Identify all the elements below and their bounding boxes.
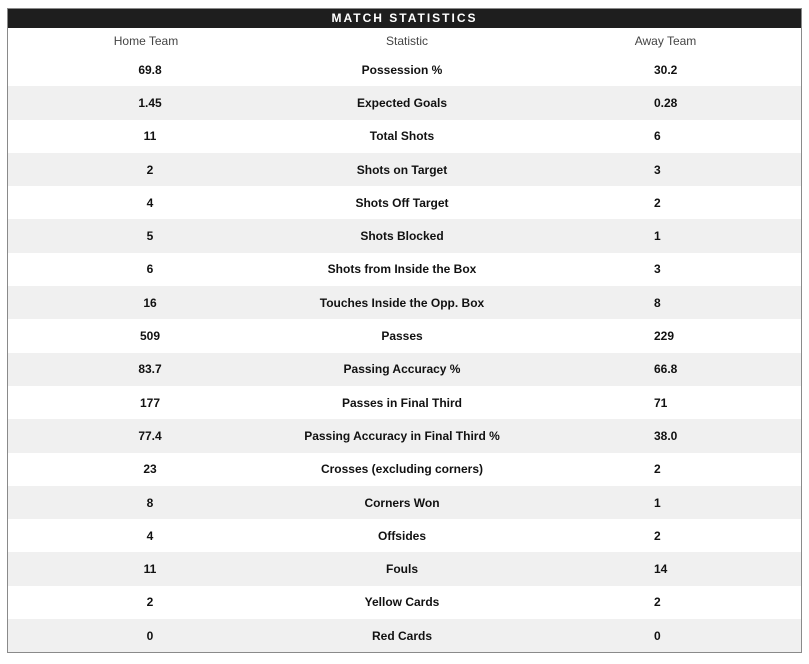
table-title: MATCH STATISTICS [8,9,801,28]
home-value: 177 [139,395,161,410]
home-value: 2 [146,162,154,177]
table-row [8,319,801,352]
statistic-label: Passing Accuracy % [343,362,461,377]
table-row [8,253,801,286]
away-value: 66.8 [654,362,678,377]
statistic-label: Passes [381,329,423,344]
away-value: 229 [654,329,675,344]
away-value: 14 [654,562,668,577]
statistic-label: Yellow Cards [364,595,440,610]
away-value: 1 [654,229,661,244]
away-value: 71 [654,395,668,410]
table-row [8,619,801,652]
table-row [8,353,801,386]
away-value: 0.28 [654,95,678,110]
away-value: 1 [654,495,661,510]
table-row [8,219,801,252]
home-value: 6 [146,262,154,277]
table-row [8,453,801,486]
away-value: 2 [654,195,661,210]
home-value: 16 [143,295,157,310]
header-away-team: Away Team [634,33,697,48]
away-value: 8 [654,295,661,310]
home-value: 4 [146,528,154,543]
table-row [8,519,801,552]
stat-rows [8,53,801,652]
column-headers [8,28,801,53]
match-statistics-table [7,8,802,653]
home-value: 5 [146,229,154,244]
table-row [8,53,801,86]
statistic-label: Crosses (excluding corners) [320,462,484,477]
home-value: 11 [143,562,157,577]
header-home-team: Home Team [113,33,179,48]
statistic-label: Shots on Target [356,162,448,177]
statistic-label: Passes in Final Third [341,395,463,410]
home-value: 8 [146,495,154,510]
away-value: 2 [654,462,661,477]
table-row [8,186,801,219]
statistic-label: Offsides [377,528,426,543]
statistic-label: Possession % [361,62,443,77]
statistic-label: Expected Goals [356,95,448,110]
away-value: 6 [654,129,661,144]
header-statistic: Statistic [385,33,428,48]
home-value: 2 [146,595,154,610]
home-value: 83.7 [138,362,162,377]
table-row [8,386,801,419]
away-value: 2 [654,528,661,543]
away-value: 2 [654,595,661,610]
table-row [8,153,801,186]
statistic-label: Total Shots [369,129,435,144]
table-row [8,486,801,519]
statistic-label: Touches Inside the Opp. Box [319,295,485,310]
away-value: 0 [654,628,661,643]
statistic-label: Fouls [386,562,418,577]
statistic-label: Red Cards [371,628,433,643]
away-value: 38.0 [654,428,678,443]
table-row [8,120,801,153]
away-value: 3 [654,262,661,277]
home-value: 77.4 [138,428,162,443]
away-value: 30.2 [654,62,678,77]
statistic-label: Corners Won [364,495,440,510]
home-value: 4 [146,195,154,210]
home-value: 1.45 [138,95,162,110]
home-value: 509 [139,329,161,344]
home-value: 23 [143,462,157,477]
home-value: 0 [146,628,154,643]
table-row [8,586,801,619]
table-row [8,552,801,585]
home-value: 11 [143,129,157,144]
statistic-label: Passing Accuracy in Final Third % [304,428,500,443]
statistic-label: Shots Off Target [355,195,449,210]
home-value: 69.8 [138,62,162,77]
statistic-label: Shots from Inside the Box [327,262,477,277]
table-row [8,419,801,452]
away-value: 3 [654,162,661,177]
table-row [8,86,801,119]
statistic-label: Shots Blocked [360,229,444,244]
table-row [8,286,801,319]
